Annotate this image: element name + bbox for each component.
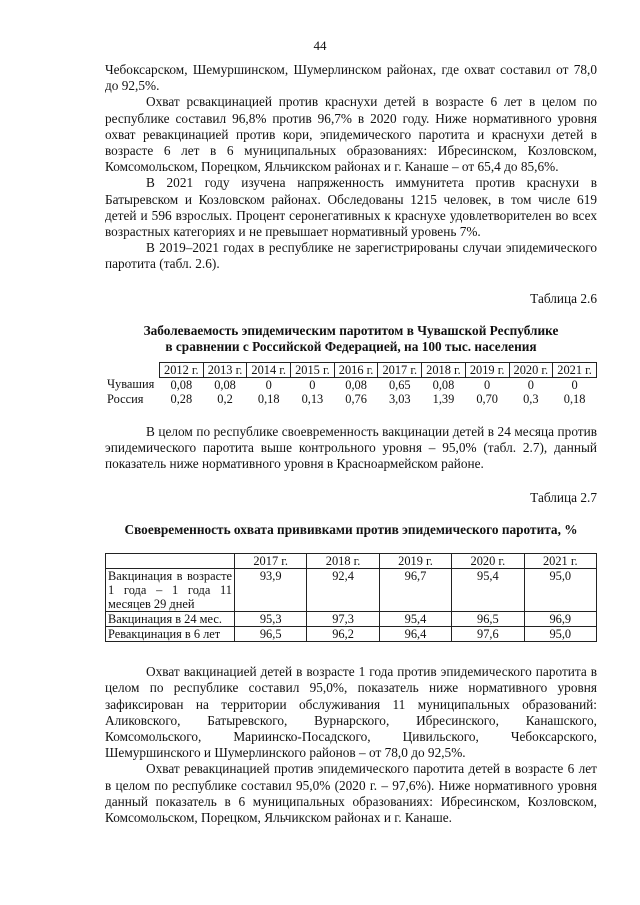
mumps-incidence-table: [105, 362, 597, 406]
region-cell: Россия: [107, 391, 144, 406]
value-cell: 0: [484, 377, 491, 392]
table-2-7-label: Таблица 2.7: [530, 490, 597, 506]
value-cell: 97,6: [452, 627, 524, 642]
paragraph-timeliness: В целом по республике своевременность вакцинации детей в 24 месяца против эпидемического паротита выше контрольного уровня – 95,0% (табл. 2.7), данный показатель ниже нормативного уровня в Красноармейском районе.: [105, 423, 597, 472]
page-content: [105, 62, 597, 826]
year-header: 2020 г.: [452, 554, 524, 569]
table-row: [105, 392, 597, 406]
value-cell: 95,4: [379, 612, 451, 627]
value-cell: 96,9: [524, 612, 596, 627]
value-cell: 0: [571, 377, 578, 392]
year-header: 2017 г.: [378, 362, 422, 377]
paragraph-mumps-no-cases: В 2019–2021 годах в республике не зарегистрированы случаи эпидемического паротита (табл. 2.6).: [105, 240, 597, 272]
value-cell: 0,08: [170, 377, 193, 392]
header-blank-cell: [106, 554, 235, 569]
year-header: 2012 г.: [160, 362, 204, 377]
value-cell: 97,3: [307, 612, 379, 627]
year-header: 2013 г.: [203, 362, 247, 377]
table-row: [106, 627, 597, 642]
value-cell: 0,76: [345, 391, 367, 406]
value-cell: 0,3: [523, 391, 539, 406]
table-row: [106, 569, 597, 612]
value-cell: 0: [309, 377, 316, 392]
value-cell: 95,3: [235, 612, 307, 627]
table-header-row: [105, 362, 597, 377]
table-2-6-title-line1: Заболеваемость эпидемическим паротитом в Чувашской Республике: [143, 322, 559, 338]
year-header: 2019 г.: [465, 362, 509, 377]
header-blank-cell: [105, 362, 160, 377]
value-cell: 0,65: [388, 377, 411, 392]
table-row: [105, 377, 597, 392]
paragraph-rubella-revaccination: Охват рсвакцинацией против краснухи детей в возрасте 6 лет в целом по республике составил 96,8% против 96,7% в 2020 году. Ниже нормативного уровня охват ревакцинацией против кори, эпидемического паротита и краснухи детей в возрасте 6 лет в 6 муниципальных образованиях: Ибресинском, Козловском, Комсомольском, Порецком, Яльчикском районах и г. Канаше – от 65,4 до 85,6%.: [105, 94, 597, 175]
table-2-6-title-line2: в сравнении с Российской Федерацией, на 100 тыс. населения: [165, 338, 537, 354]
value-cell: 0: [527, 377, 534, 392]
value-cell: 96,7: [379, 569, 451, 612]
value-cell: 95,4: [452, 569, 524, 612]
paragraph-revaccination-6-years: Охват ревакцинацией против эпидемического паротита детей в возрасте 6 лет в целом по республике составил 95,0% (2020 г. – 97,6%). Ниже нормативного уровня данный показатель в 6 муниципальных образованиях: Ибресинском, Козловском, Комсомольском, Порецком, Яльчикском районах и г. Канаше.: [105, 761, 597, 826]
value-cell: 0,18: [563, 391, 586, 406]
table-2-7-title: Своевременность охвата прививками против эпидемического паротита, %: [124, 522, 578, 538]
year-header: 2019 г.: [379, 554, 451, 569]
value-cell: 0,18: [257, 391, 280, 406]
value-cell: 1,39: [432, 391, 455, 406]
region-cell: Чувашия: [107, 377, 155, 392]
value-cell: 3,03: [388, 391, 411, 406]
value-cell: 92,4: [307, 569, 379, 612]
value-cell: 95,0: [524, 569, 596, 612]
value-cell: 95,0: [524, 627, 596, 642]
year-header: 2021 г.: [553, 362, 597, 377]
year-header: 2014 г.: [247, 362, 291, 377]
paragraph-rubella-immunity: В 2021 году изучена напряженность иммунитета против краснухи в Батыревском и Козловском районах. Обследованы 1215 человек, в том числе 619 детей и 596 взрослых. Процент серонегативных к краснухе удовлетворителен во всех возрастных категориях и не превышает нормативный уровень 7%.: [105, 175, 597, 240]
year-header: 2020 г.: [509, 362, 553, 377]
value-cell: 96,5: [452, 612, 524, 627]
value-cell: 0,08: [214, 377, 236, 392]
value-cell: 0,70: [476, 391, 498, 406]
mumps-vaccination-timeliness-table: [105, 553, 597, 642]
year-header: 2016 г.: [334, 362, 378, 377]
value-cell: 0,28: [170, 391, 193, 406]
paragraph-vaccination-1-year: Охват вакцинацией детей в возрасте 1 года против эпидемического паротита в целом по республике составил 95,0%, показатель ниже нормативного уровня зафиксирован на территории обслуживания 11 муниципальных образований: Аликовского, Батыревского, Вурнарского, Ибресинского, Канашского, Комсомольского, Мариинско-Посадского, Цивильского, Чебоксарского, Шемуршинского и Шумерлинского районов – от 78,0 до 92,5%.: [105, 664, 597, 761]
table-header-row: [106, 554, 597, 569]
value-cell: 0,08: [432, 377, 455, 392]
year-header: 2018 г.: [307, 554, 379, 569]
row-label: Ревакцинация в 6 лет: [106, 627, 235, 642]
value-cell: 0,2: [217, 391, 233, 406]
paragraph-continued: Чебоксарском, Шемуршинском, Шумерлинском районах, где охват составил от 78,0 до 92,5%.: [105, 62, 597, 94]
table-row: [106, 612, 597, 627]
year-header: 2017 г.: [235, 554, 307, 569]
year-header: 2015 г.: [291, 362, 335, 377]
row-label: Вакцинация в 24 мес.: [106, 612, 235, 627]
page-number: 44: [313, 38, 327, 53]
row-label: Вакцинация в возрасте 1 года – 1 года 11 месяцев 29 дней: [106, 569, 235, 612]
table-2-6-label: Таблица 2.6: [530, 290, 597, 306]
value-cell: 0: [265, 377, 272, 392]
value-cell: 96,4: [379, 627, 451, 642]
value-cell: 0,08: [345, 377, 367, 392]
value-cell: 96,5: [235, 627, 307, 642]
year-header: 2018 г.: [422, 362, 466, 377]
value-cell: 93,9: [235, 569, 307, 612]
value-cell: 0,13: [301, 391, 324, 406]
year-header: 2021 г.: [524, 554, 596, 569]
value-cell: 96,2: [307, 627, 379, 642]
